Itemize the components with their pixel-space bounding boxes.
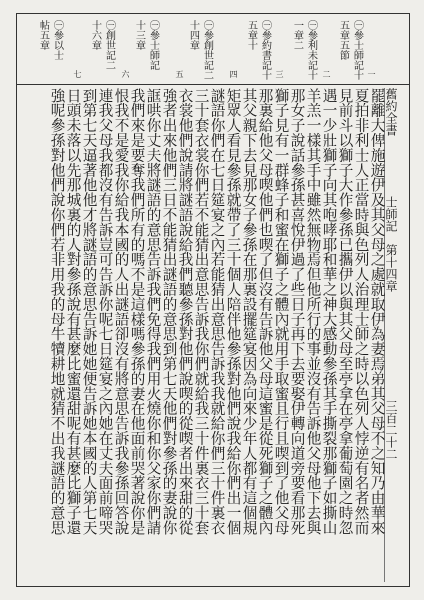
running-title-text: [385, 88, 397, 582]
text-column-1: 罷離大俾施遊伊及其父母之處就取伊為妻焉弟其父母不之知乃由華來: [368, 88, 386, 535]
text-column-4: 遇一少壯獅子向其咆哮耶和華之神大感動參孫其手撕裂那獅子如撕山: [320, 88, 338, 535]
marker-1: 一: [367, 70, 376, 78]
text-column-14: 強者出來他們三日不能猜出謎語的意思到第七天他們對參孫的妻說你: [160, 88, 178, 535]
text-column-17: 恨我不是愛我你給我本國的人出謎語卻沒有將意思告訴我參孫回答說: [112, 88, 130, 535]
annotation-4: ㊀參創世記二: [201, 20, 213, 80]
text-column-6: 那女子說話參孫甚喜悅伊過了些日子再下去要娶伊轉向道旁要看那死: [288, 88, 306, 535]
annotation-1: ㊀參士師記十: [351, 20, 363, 80]
running-title: [384, 88, 405, 582]
text-column-15: 誆哄你丈夫將謎語的意思告訴我們免得我們用火燒你和你父家你們請: [144, 88, 162, 535]
annotation-6: ㊀創世記二: [103, 20, 115, 70]
marker-4: 四: [229, 70, 238, 78]
text-column-3: 見前斗以獅子大作參孫已攜伊以與其父母至亭拿在亭拿葡萄園之時忽: [336, 88, 354, 535]
marker-7: 七: [73, 70, 82, 78]
header-annotations: [17, 14, 409, 85]
text-column-10: 矩眾人看見參孫就帶了三十個人陪伴他參孫對他們說我給你們出一個: [224, 88, 242, 535]
chapter-book: 士師記: [384, 196, 398, 232]
annotation-7: ㊀參以士: [51, 20, 63, 60]
text-column-18: 連我父母我都沒有告訴豈可告訴你呢七日筵宴之內她在丈夫面前啼哭: [96, 88, 114, 535]
text-column-20: 日頭未落以先那城裏的人對參孫說有甚麼比蜜還甜呢有甚麼比獅子還: [64, 88, 82, 535]
annotation-7b: 帖五章: [37, 20, 49, 50]
annotation-4b: 十四章: [187, 20, 199, 50]
text-column-7: 獅子見有一群蜂子和蜜在獅子之體內就用手取蜜且行且喫到了他父母: [272, 88, 290, 535]
annotation-2: ㊀參利未記十: [305, 20, 317, 80]
text-column-13: 衣裳他們說請將謎語說給我們聽參孫對他們說喫的從喫者出來甜的從: [176, 88, 194, 535]
annotation-6b: 十六章: [89, 20, 101, 50]
annotation-1b: 五章五節: [337, 20, 349, 60]
marker-2: 二: [322, 70, 331, 78]
chapter-number: 第十四章: [384, 244, 398, 292]
annotation-3b: 五章十: [245, 20, 257, 50]
text-column-12: 三十套衣裳你們若不能猜出意思告訴我你們就給我三十件裏衣三十套: [192, 88, 210, 535]
annotation-2b: 一章二: [291, 20, 303, 50]
annotation-5: ㊀參士師記: [147, 20, 159, 70]
text-column-5: 羊羔一樣其手中雖然無物焉但他所行的事並沒有告訴他父母他下去與: [304, 88, 322, 535]
marker-3: 三: [275, 70, 284, 78]
page-frame: [16, 13, 410, 587]
text-column-21: 強呢參孫對他們說你們若非用我的母牛犢耕地就猜不出我謎語的意思: [48, 88, 66, 535]
marker-5: 五: [175, 70, 184, 78]
text-column-8: 那裏給他父母喫他們也喫了但沒有告訴他父母這蜜是從死獅子之體內: [256, 88, 274, 535]
marker-6: 六: [121, 70, 130, 78]
text-column-16: 我們來是要奪我們所有的嗎不是這樣嗎參孫的妻在他面前哭著說你是: [128, 88, 146, 535]
page-number: 三百二十二: [384, 400, 398, 460]
annotation-3: ㊀參約書記十: [259, 20, 271, 80]
text-column-19: 到第七天逼著他他才將謎語的意思告訴她她便告訴她本國的人第七天: [80, 88, 98, 535]
text-column-2: 夏拍非利士人正當時與色列人治理士師之時以色列人悖逆有名者然而: [352, 88, 370, 535]
text-column-11: 謎語你們在七日筵宴之內若能猜出意思告訴我我就給你們三十件裏衣: [208, 88, 226, 535]
book-title: 舊約全書: [384, 88, 398, 136]
annotation-5b: 十三章: [133, 20, 145, 50]
text-column-9: 其父親下去見那女子參孫在那裏設擺筵宴因為向來少年人都有這個規: [240, 88, 258, 535]
